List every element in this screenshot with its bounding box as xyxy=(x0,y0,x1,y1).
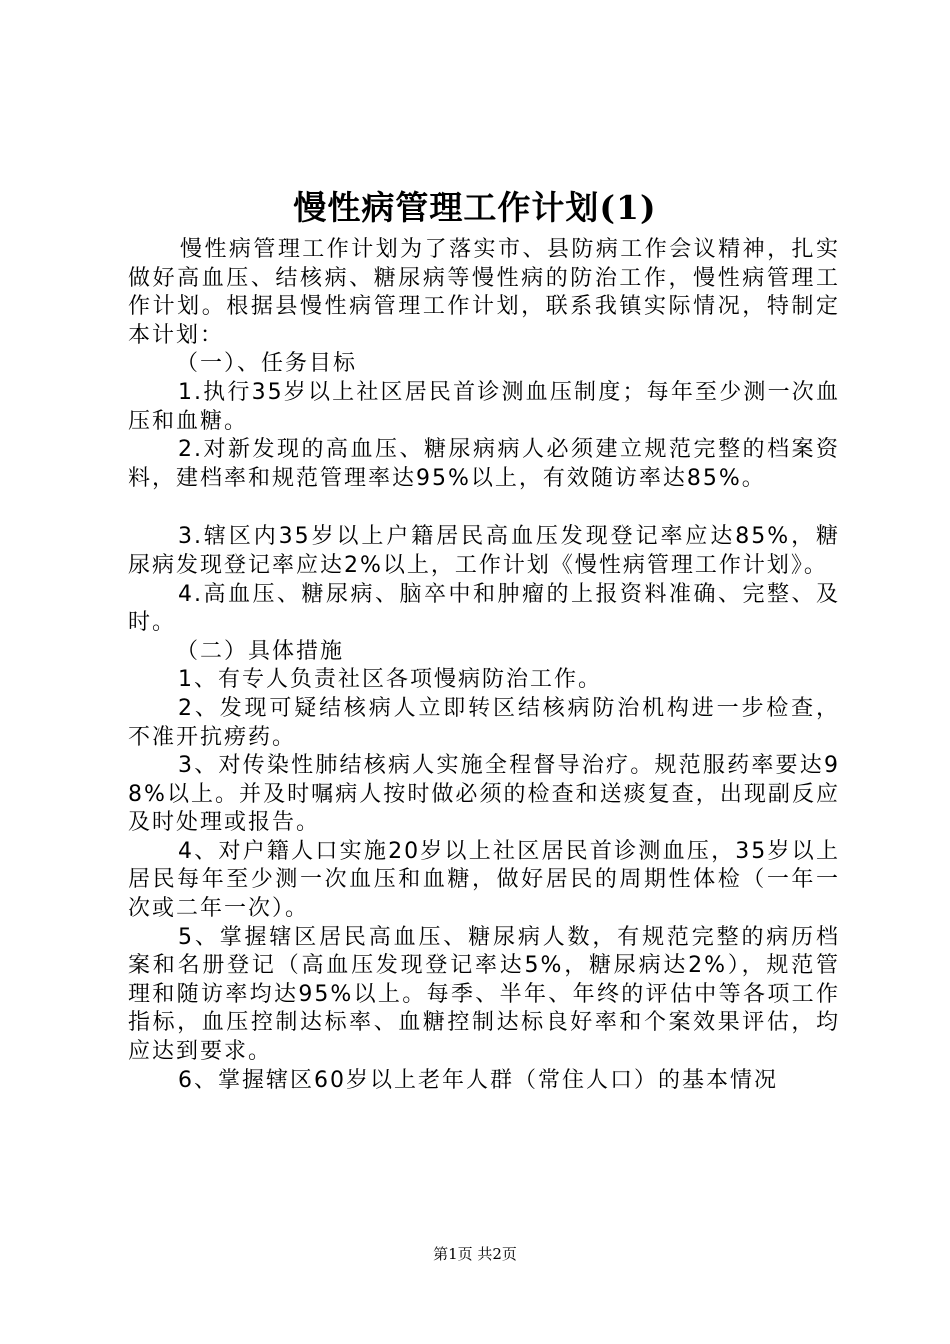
heading-measures: （二）具体措施 xyxy=(176,638,345,664)
measure-item-5: 5、掌握辖区居民高血压、糖尿病人数，有规范完整的病历档案和名册登记（高血压发现登记率达5%，糖尿病达2%），规范管理和随访率均达95%以上。每季、半年、年终的评估中等各项工作指标，血压控制达标率、血糖控制达标良好率和个案效果评估，均应达到要求。 xyxy=(128,924,840,1065)
measure-item-1: 1、有专人负责社区各项慢病防治工作。 xyxy=(178,667,602,693)
document-title: 慢性病管理工作计划(1) xyxy=(293,188,657,227)
document-body xyxy=(128,236,840,1095)
goal-item-1: 1.执行35岁以上社区居民首诊测血压制度；每年至少测一次血压和血糖。 xyxy=(128,379,840,434)
goal-item-3: 3.辖区内35岁以上户籍居民高血压发现登记率应达85%，糖尿病发现登记率应达2%以上，工作计划《慢性病管理工作计划》。 xyxy=(128,524,840,578)
measure-item-6: 6、掌握辖区60岁以上老年人群（常住人口）的基本情况 xyxy=(178,1067,778,1093)
paragraph-intro: 慢性病管理工作计划为了落实市、县防病工作会议精神，扎实做好高血压、结核病、糖尿病等慢性病的防治工作，慢性病管理工作计划。根据县慢性病管理工作计划，联系我镇实际情况，特制定本计划： xyxy=(128,237,840,348)
measure-item-2: 2、发现可疑结核病人立即转区结核病防治机构进一步检查，不准开抗痨药。 xyxy=(128,695,840,750)
heading-task-goals: （一）、任务目标 xyxy=(176,351,358,377)
measure-item-4: 4、对户籍人口实施20岁以上社区居民首诊测血压，35岁以上居民每年至少测一次血压和血糖，做好居民的周期性体检（一年一次或二年一次）。 xyxy=(128,838,840,922)
goal-item-2: 2.对新发现的高血压、糖尿病病人必须建立规范完整的档案资料，建档率和规范管理率达95%以上，有效随访率达85%。 xyxy=(128,437,840,491)
measure-item-3: 3、对传染性肺结核病人实施全程督导治疗。规范服药率要达98%以上。并及时嘱病人按时做必须的检查和送痰复查，出现副反应及时处理或报告。 xyxy=(128,753,840,836)
page-footer: 第1页 共2页 xyxy=(433,1245,517,1263)
goal-item-4: 4.高血压、糖尿病、脑卒中和肿瘤的上报资料准确、完整、及时。 xyxy=(128,581,840,636)
